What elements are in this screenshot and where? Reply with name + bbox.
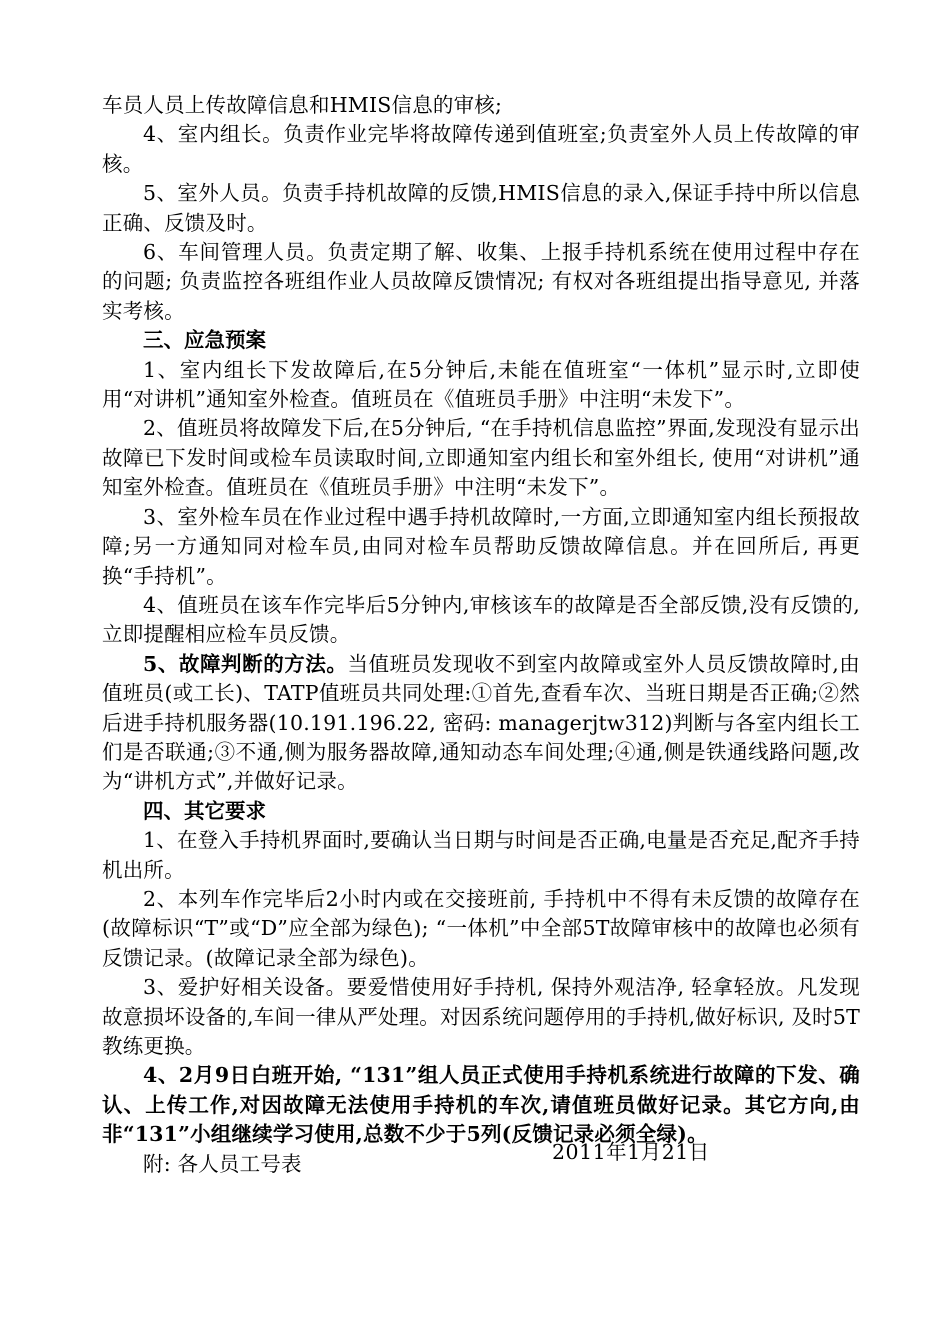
requirement-item-3: 3、爱护好相关设备。要爱惜使用好手持机, 保持外观洁净, 轻拿轻放。凡发现故意损坏设备的,车间一律从严处理。对因系统问题停用的手持机,做好标识, 及时5T教练更换。 <box>102 975 860 1058</box>
emergency-item-1: 1、室内组长下发故障后,在5分钟后,未能在值班室“一体机”显示时,立即使用“对讲机”通知室外检查。值班员在《值班员手册》中注明“未发下”。 <box>102 357 860 412</box>
emergency-item-5-lead: 5、故障判断的方法。 <box>143 651 348 676</box>
attachment-note: 附: 各人员工号表 <box>143 1151 302 1176</box>
document-body <box>102 91 860 1179</box>
emergency-item-3: 3、室外检车员在作业过程中遇手持机故障时,一方面,立即通知室内组长预报故障;另一方通知同对检车员,由同对检车员帮助反馈故障信息。并在回所后, 再更换“手持机”。 <box>102 504 860 588</box>
section-heading-other-requirements: 四、其它要求 <box>143 798 266 823</box>
requirement-item-1: 1、在登入手持机界面时,要确认当日期与时间是否正确,电量是否充足,配齐手持机出所。 <box>102 828 860 882</box>
document-date: 2011年1月21日 <box>552 1140 710 1164</box>
paragraph-indoor-leader: 4、室内组长。负责作业完毕将故障传递到值班室;负责室外人员上传故障的审核。 <box>102 122 860 176</box>
paragraph-workshop-management: 6、车间管理人员。负责定期了解、收集、上报手持机系统在使用过程中存在的问题; 负责监控各班组作业人员故障反馈情况; 有权对各班组提出指导意见, 并落实考核。 <box>102 240 860 323</box>
requirement-item-2: 2、本列车作完毕后2小时内或在交接班前, 手持机中不得有未反馈的故障存在(故障标识“T”或“D”应全部为绿色); “一体机”中全部5T故障审核中的故障也必须有反馈记录。(故障记录全部为绿色)。 <box>102 886 860 970</box>
emergency-item-5 <box>102 650 860 797</box>
emergency-item-4: 4、值班员在该车作完毕后5分钟内,审核该车的故障是否全部反馈,没有反馈的, 立即提醒相应检车员反馈。 <box>102 592 860 647</box>
emergency-item-5-body: 当值班员发现收不到室内故障或室外人员反馈故障时,由值班员(或工长)、TATP值班员共同处理:①首先,查看车次、当班日期是否正确;②然后进手持机服务器(10.191.196.22, 密码: managerjtw312)判断与各室内组长工们是否联通;③不通,侧为服务器故障,通知动态车间处理;④通,侧是铁通线路问题,改为“讲机方式”,并做好记录。 <box>102 651 861 794</box>
paragraph-continued: 车员人员上传故障信息和HMIS信息的审核; <box>102 93 503 117</box>
emergency-item-2: 2、值班员将故障发下后,在5分钟后, “在手持机信息监控”界面,发现没有显示出故障已下发时间或检车员读取时间,立即通知室内组长和室外组长, 使用“对讲机”通知室外检查。值班员在《值班员手册》中注明“未发下”。 <box>102 416 860 500</box>
section-heading-emergency-plan: 三、应急预案 <box>143 328 266 353</box>
requirement-item-4: 4、2月9日白班开始, “131”组人员正式使用手持机系统进行故障的下发、确认、上传工作,对因故障无法使用手持机的车次,请值班员做好记录。其它方向,由非“131”小组继续学习使用,总数不少于5列(反馈记录必须全绿)。 <box>102 1063 860 1147</box>
paragraph-outdoor-staff: 5、室外人员。负责手持机故障的反馈,HMIS信息的录入,保证手持中所以信息正确、反馈及时。 <box>102 181 860 235</box>
